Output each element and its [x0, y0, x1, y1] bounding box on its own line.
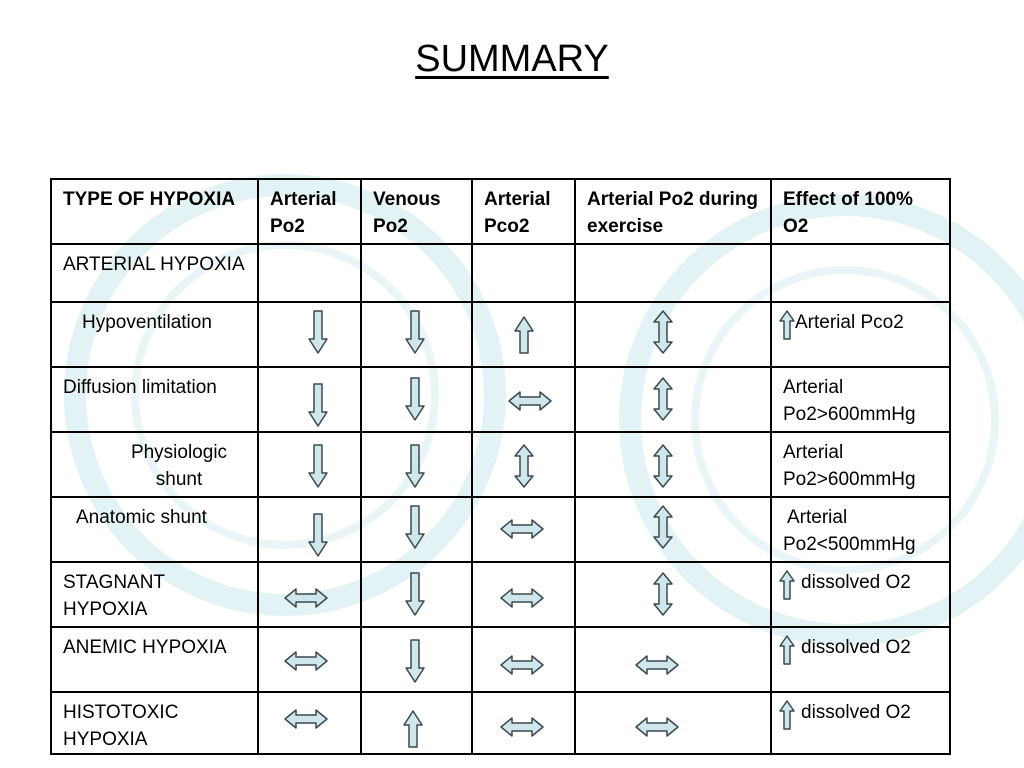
table-row — [51, 692, 950, 754]
cell-arterial-pco2 — [472, 627, 575, 692]
cell-arterial-po2 — [258, 627, 361, 692]
up-down-arrow-icon — [652, 571, 674, 617]
down-arrow-icon — [404, 376, 426, 422]
left-right-arrow-icon — [499, 716, 545, 738]
cell-arterial-pco2 — [472, 432, 575, 497]
up-down-arrow-icon — [652, 376, 674, 422]
up-arrow-icon — [513, 315, 535, 355]
header-type: TYPE OF HYPOXIA — [51, 179, 258, 244]
up-down-arrow-icon — [652, 504, 674, 550]
cell-hypoxia-type — [51, 367, 258, 432]
effect-text: dissolved O2 — [801, 702, 911, 723]
hypoxia-type-label: Hypoventilation — [82, 312, 212, 333]
header-arterial-po2: Arterial Po2 — [258, 179, 361, 244]
left-right-arrow-icon — [634, 716, 680, 738]
cell-venous-po2 — [361, 497, 472, 562]
cell-arterial-po2 — [258, 302, 361, 367]
down-arrow-icon — [404, 309, 426, 355]
cell-effect — [771, 562, 950, 627]
header-venous-po2: Venous Po2 — [361, 179, 472, 244]
table-row — [51, 432, 950, 497]
table-row — [51, 627, 950, 692]
cell-arterial-pco2 — [472, 302, 575, 367]
cell-arterial-po2 — [258, 562, 361, 627]
cell-hypoxia-type — [51, 562, 258, 627]
left-right-arrow-icon — [499, 518, 545, 540]
left-right-arrow-icon — [499, 654, 545, 676]
cell-exercise-po2 — [575, 497, 771, 562]
left-right-arrow-icon — [283, 587, 329, 609]
down-arrow-icon — [307, 512, 329, 558]
down-arrow-icon — [404, 571, 426, 617]
effect-text: dissolved O2 — [801, 637, 911, 658]
cell-hypoxia-type — [51, 627, 258, 692]
header-arterial-pco2: Arterial Pco2 — [472, 179, 575, 244]
left-right-arrow-icon — [283, 708, 329, 730]
hypoxia-type-label: Anatomic shunt — [76, 507, 207, 528]
table-row — [51, 244, 950, 302]
cell-arterial-po2 — [258, 692, 361, 754]
left-right-arrow-icon — [283, 650, 329, 672]
table-row — [51, 367, 950, 432]
cell-venous-po2 — [361, 627, 472, 692]
effect-text: dissolved O2 — [801, 572, 911, 593]
cell-effect — [771, 244, 950, 302]
down-arrow-icon — [404, 443, 426, 489]
up-arrow-icon — [402, 709, 424, 749]
cell-exercise-po2 — [575, 244, 771, 302]
cell-exercise-po2 — [575, 432, 771, 497]
up-down-arrow-icon — [513, 443, 535, 489]
effect-text: Arterial Po2>600mmHg — [783, 377, 916, 425]
down-arrow-icon — [307, 443, 329, 489]
down-arrow-icon — [307, 382, 329, 428]
cell-hypoxia-type — [51, 692, 258, 754]
cell-effect — [771, 302, 950, 367]
cell-venous-po2 — [361, 562, 472, 627]
cell-venous-po2 — [361, 302, 472, 367]
cell-arterial-pco2 — [472, 692, 575, 754]
cell-arterial-po2 — [258, 432, 361, 497]
hypoxia-type-label: ANEMIC HYPOXIA — [63, 637, 227, 658]
cell-effect — [771, 497, 950, 562]
cell-effect — [771, 367, 950, 432]
cell-exercise-po2 — [575, 627, 771, 692]
cell-arterial-pco2 — [472, 367, 575, 432]
header-row — [51, 179, 950, 244]
left-right-arrow-icon — [634, 654, 680, 676]
cell-effect — [771, 692, 950, 754]
cell-venous-po2 — [361, 367, 472, 432]
hypoxia-type-label: Physiologic shunt — [130, 442, 228, 490]
cell-arterial-pco2 — [472, 244, 575, 302]
header-exercise-po2: Arterial Po2 during exercise — [575, 179, 771, 244]
up-down-arrow-icon — [652, 309, 674, 355]
cell-arterial-po2 — [258, 244, 361, 302]
table-row — [51, 497, 950, 562]
cell-exercise-po2 — [575, 692, 771, 754]
cell-arterial-po2 — [258, 497, 361, 562]
effect-text: Arterial Po2<500mmHg — [783, 507, 916, 555]
down-arrow-icon — [307, 309, 329, 355]
left-right-arrow-icon — [499, 587, 545, 609]
cell-exercise-po2 — [575, 302, 771, 367]
cell-effect — [771, 432, 950, 497]
down-arrow-icon — [404, 638, 426, 684]
up-down-arrow-icon — [652, 443, 674, 489]
cell-arterial-pco2 — [472, 497, 575, 562]
cell-arterial-po2 — [258, 367, 361, 432]
cell-hypoxia-type — [51, 497, 258, 562]
left-right-arrow-icon — [507, 390, 553, 412]
cell-hypoxia-type — [51, 302, 258, 367]
hypoxia-type-label: HISTOTOXIC HYPOXIA — [63, 702, 179, 750]
cell-venous-po2 — [361, 692, 472, 754]
page-title: SUMMARY — [415, 38, 609, 80]
cell-venous-po2 — [361, 432, 472, 497]
cell-exercise-po2 — [575, 367, 771, 432]
hypoxia-type-label: Diffusion limitation — [63, 377, 217, 398]
summary-table — [50, 178, 951, 755]
header-effect: Effect of 100% O2 — [771, 179, 950, 244]
table-row — [51, 302, 950, 367]
table-row — [51, 562, 950, 627]
cell-exercise-po2 — [575, 562, 771, 627]
cell-effect — [771, 627, 950, 692]
cell-hypoxia-type — [51, 244, 258, 302]
effect-text: Arterial Po2>600mmHg — [783, 442, 916, 490]
down-arrow-icon — [404, 504, 426, 550]
effect-text: Arterial Pco2 — [795, 312, 904, 333]
cell-venous-po2 — [361, 244, 472, 302]
hypoxia-type-label: STAGNANT HYPOXIA — [63, 572, 165, 620]
cell-arterial-pco2 — [472, 562, 575, 627]
cell-hypoxia-type — [51, 432, 258, 497]
hypoxia-type-label: ARTERIAL HYPOXIA — [63, 254, 245, 275]
